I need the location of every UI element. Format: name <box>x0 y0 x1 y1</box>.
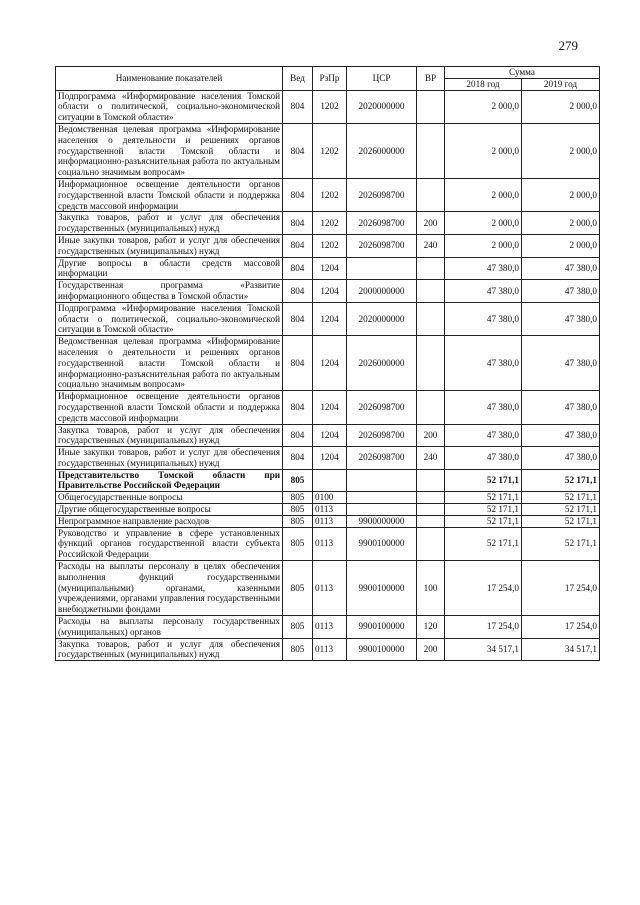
cell-rzpr: 1204 <box>313 447 347 470</box>
cell-y2019: 47 380,0 <box>522 280 600 303</box>
cell-name: Ведомственная целевая программа «Информирование населения о деятельности и решениях органов государственной власти Томской области и информационно-разъяснительная работа по актуальным социально значимым вопросам» <box>56 336 283 391</box>
cell-y2018: 2 000,0 <box>445 178 522 211</box>
cell-csr: 2026098700 <box>347 447 417 470</box>
cell-vr: 200 <box>417 638 445 661</box>
cell-rzpr: 1204 <box>313 336 347 391</box>
cell-vr: 240 <box>417 447 445 470</box>
cell-csr: 9900000000 <box>347 515 417 527</box>
table-row <box>56 527 600 560</box>
cell-y2018: 47 380,0 <box>445 447 522 470</box>
cell-vr <box>417 492 445 504</box>
cell-y2018: 34 517,1 <box>445 638 522 661</box>
table-row <box>56 561 600 616</box>
table-row <box>56 302 600 335</box>
cell-rzpr: 0113 <box>313 515 347 527</box>
page-number: 279 <box>558 38 578 53</box>
cell-rzpr: 1204 <box>313 391 347 424</box>
cell-name: Другие общегосударственные вопросы <box>56 504 283 516</box>
header-ved: Вед <box>283 67 313 91</box>
cell-rzpr: 1204 <box>313 280 347 303</box>
cell-rzpr: 0113 <box>313 616 347 639</box>
cell-csr: 2000000000 <box>347 280 417 303</box>
cell-rzpr: 0100 <box>313 492 347 504</box>
cell-csr: 9900100000 <box>347 616 417 639</box>
cell-y2019: 2 000,0 <box>522 234 600 257</box>
cell-y2019: 47 380,0 <box>522 336 600 391</box>
cell-name: Закупка товаров, работ и услуг для обеспечения государственных (муниципальных) нужд <box>56 424 283 447</box>
table-row <box>56 424 600 447</box>
cell-vr <box>417 178 445 211</box>
cell-csr <box>347 504 417 516</box>
cell-name: Расходы на выплаты персоналу в целях обеспечения выполнения функций государственными (муниципальными) органами, казенными учреждениями, органами управления государственными внебюджетными фондами <box>56 561 283 616</box>
cell-ved: 805 <box>283 504 313 516</box>
cell-csr: 2026000000 <box>347 123 417 178</box>
table-row <box>56 257 600 280</box>
cell-vr <box>417 504 445 516</box>
cell-ved: 804 <box>283 212 313 235</box>
table-row <box>56 638 600 661</box>
cell-ved: 804 <box>283 178 313 211</box>
cell-y2018: 47 380,0 <box>445 302 522 335</box>
cell-ved: 805 <box>283 527 313 560</box>
cell-vr <box>417 257 445 280</box>
cell-ved: 804 <box>283 123 313 178</box>
header-2018: 2018 год <box>445 78 522 90</box>
cell-y2018: 47 380,0 <box>445 424 522 447</box>
cell-name: Информационное освещение деятельности органов государственной власти Томской области и поддержка средств массовой информации <box>56 391 283 424</box>
table-row <box>56 336 600 391</box>
cell-csr <box>347 469 417 492</box>
cell-vr <box>417 280 445 303</box>
cell-name: Иные закупки товаров, работ и услуг для обеспечения государственных (муниципальных) нужд <box>56 234 283 257</box>
cell-ved: 805 <box>283 515 313 527</box>
cell-vr <box>417 391 445 424</box>
cell-y2018: 52 171,1 <box>445 469 522 492</box>
cell-rzpr: 1202 <box>313 90 347 123</box>
cell-y2019: 2 000,0 <box>522 178 600 211</box>
cell-name: Ведомственная целевая программа «Информирование населения о деятельности и решениях органов государственной власти Томской области и информационно-разъяснительная работа по актуальным социально значимым вопросам» <box>56 123 283 178</box>
table-row <box>56 391 600 424</box>
table-row <box>56 492 600 504</box>
cell-vr <box>417 336 445 391</box>
cell-y2019: 17 254,0 <box>522 561 600 616</box>
cell-ved: 804 <box>283 280 313 303</box>
cell-y2018: 17 254,0 <box>445 561 522 616</box>
cell-csr: 2026098700 <box>347 391 417 424</box>
cell-csr <box>347 257 417 280</box>
cell-y2018: 52 171,1 <box>445 527 522 560</box>
cell-rzpr: 1202 <box>313 123 347 178</box>
cell-ved: 805 <box>283 469 313 492</box>
cell-csr: 2020000000 <box>347 302 417 335</box>
cell-rzpr: 1204 <box>313 257 347 280</box>
cell-y2018: 2 000,0 <box>445 90 522 123</box>
cell-ved: 805 <box>283 616 313 639</box>
cell-rzpr: 0113 <box>313 638 347 661</box>
cell-ved: 804 <box>283 447 313 470</box>
cell-y2019: 47 380,0 <box>522 302 600 335</box>
cell-rzpr: 1202 <box>313 212 347 235</box>
cell-name: Общегосударственные вопросы <box>56 492 283 504</box>
cell-vr <box>417 469 445 492</box>
cell-y2019: 47 380,0 <box>522 424 600 447</box>
cell-ved: 804 <box>283 424 313 447</box>
cell-y2019: 2 000,0 <box>522 212 600 235</box>
cell-vr <box>417 123 445 178</box>
table-row <box>56 515 600 527</box>
cell-y2019: 2 000,0 <box>522 90 600 123</box>
cell-y2019: 47 380,0 <box>522 391 600 424</box>
cell-vr: 240 <box>417 234 445 257</box>
cell-y2018: 52 171,1 <box>445 504 522 516</box>
cell-ved: 804 <box>283 336 313 391</box>
cell-csr: 9900100000 <box>347 561 417 616</box>
header-sum: Сумма <box>445 67 600 79</box>
table-row <box>56 178 600 211</box>
budget-table <box>55 66 600 661</box>
cell-ved: 804 <box>283 90 313 123</box>
cell-name: Представительство Томской области при Правительстве Российской Федерации <box>56 469 283 492</box>
cell-y2018: 52 171,1 <box>445 492 522 504</box>
cell-rzpr: 1204 <box>313 302 347 335</box>
cell-rzpr: 1202 <box>313 178 347 211</box>
cell-rzpr: 0113 <box>313 527 347 560</box>
table-row <box>56 212 600 235</box>
cell-name: Информационное освещение деятельности органов государственной власти Томской области и поддержка средств массовой информации <box>56 178 283 211</box>
cell-y2019: 52 171,1 <box>522 504 600 516</box>
cell-y2018: 47 380,0 <box>445 336 522 391</box>
cell-ved: 804 <box>283 234 313 257</box>
cell-y2018: 47 380,0 <box>445 257 522 280</box>
cell-vr <box>417 527 445 560</box>
cell-name: Другие вопросы в области средств массовой информации <box>56 257 283 280</box>
table-row <box>56 447 600 470</box>
table-row <box>56 123 600 178</box>
cell-rzpr <box>313 469 347 492</box>
cell-csr: 2026098700 <box>347 212 417 235</box>
cell-name: Расходы на выплаты персоналу государственных (муниципальных) органов <box>56 616 283 639</box>
cell-csr: 2026098700 <box>347 424 417 447</box>
cell-y2018: 2 000,0 <box>445 234 522 257</box>
cell-y2018: 2 000,0 <box>445 212 522 235</box>
cell-ved: 804 <box>283 302 313 335</box>
cell-y2018: 17 254,0 <box>445 616 522 639</box>
table-row <box>56 90 600 123</box>
cell-csr: 9900100000 <box>347 638 417 661</box>
cell-csr: 2026000000 <box>347 336 417 391</box>
cell-y2019: 52 171,1 <box>522 515 600 527</box>
header-rzpr: РзПр <box>313 67 347 91</box>
cell-y2019: 52 171,1 <box>522 527 600 560</box>
cell-y2018: 52 171,1 <box>445 515 522 527</box>
cell-name: Подпрограмма «Информирование населения Томской области о политической, социально-экономической ситуации в Томской области» <box>56 90 283 123</box>
cell-y2019: 2 000,0 <box>522 123 600 178</box>
cell-csr: 2026098700 <box>347 178 417 211</box>
cell-y2018: 47 380,0 <box>445 391 522 424</box>
cell-y2019: 34 517,1 <box>522 638 600 661</box>
table-row <box>56 234 600 257</box>
cell-name: Иные закупки товаров, работ и услуг для обеспечения государственных (муниципальных) нужд <box>56 447 283 470</box>
cell-ved: 805 <box>283 492 313 504</box>
cell-rzpr: 0113 <box>313 561 347 616</box>
cell-y2018: 47 380,0 <box>445 280 522 303</box>
header-2019: 2019 год <box>522 78 600 90</box>
cell-vr <box>417 515 445 527</box>
cell-csr: 9900100000 <box>347 527 417 560</box>
cell-csr: 2026098700 <box>347 234 417 257</box>
cell-rzpr: 1204 <box>313 424 347 447</box>
cell-y2019: 17 254,0 <box>522 616 600 639</box>
cell-y2019: 47 380,0 <box>522 257 600 280</box>
cell-y2019: 47 380,0 <box>522 447 600 470</box>
table-row <box>56 469 600 492</box>
cell-vr <box>417 302 445 335</box>
cell-ved: 805 <box>283 561 313 616</box>
cell-vr: 200 <box>417 212 445 235</box>
cell-name: Государственная программа «Развитие информационного общества в Томской области» <box>56 280 283 303</box>
header-name: Наименование показателей <box>56 67 283 91</box>
cell-y2019: 52 171,1 <box>522 492 600 504</box>
table-row <box>56 616 600 639</box>
cell-y2019: 52 171,1 <box>522 469 600 492</box>
cell-y2018: 2 000,0 <box>445 123 522 178</box>
cell-ved: 805 <box>283 638 313 661</box>
cell-name: Руководство и управление в сфере установленных функций органов государственной власти субъекта Российской Федерации <box>56 527 283 560</box>
cell-ved: 804 <box>283 257 313 280</box>
header-vr: ВР <box>417 67 445 91</box>
cell-csr <box>347 492 417 504</box>
cell-name: Непрограммное направление расходов <box>56 515 283 527</box>
cell-name: Закупка товаров, работ и услуг для обеспечения государственных (муниципальных) нужд <box>56 638 283 661</box>
cell-name: Подпрограмма «Информирование населения Томской области о политической, социально-экономической ситуации в Томской области» <box>56 302 283 335</box>
cell-csr: 2020000000 <box>347 90 417 123</box>
header-csr: ЦСР <box>347 67 417 91</box>
cell-rzpr: 0113 <box>313 504 347 516</box>
cell-ved: 804 <box>283 391 313 424</box>
cell-vr: 200 <box>417 424 445 447</box>
cell-name: Закупка товаров, работ и услуг для обеспечения государственных (муниципальных) нужд <box>56 212 283 235</box>
cell-rzpr: 1202 <box>313 234 347 257</box>
cell-vr <box>417 90 445 123</box>
table-row <box>56 504 600 516</box>
table-row <box>56 280 600 303</box>
cell-vr: 100 <box>417 561 445 616</box>
cell-vr: 120 <box>417 616 445 639</box>
